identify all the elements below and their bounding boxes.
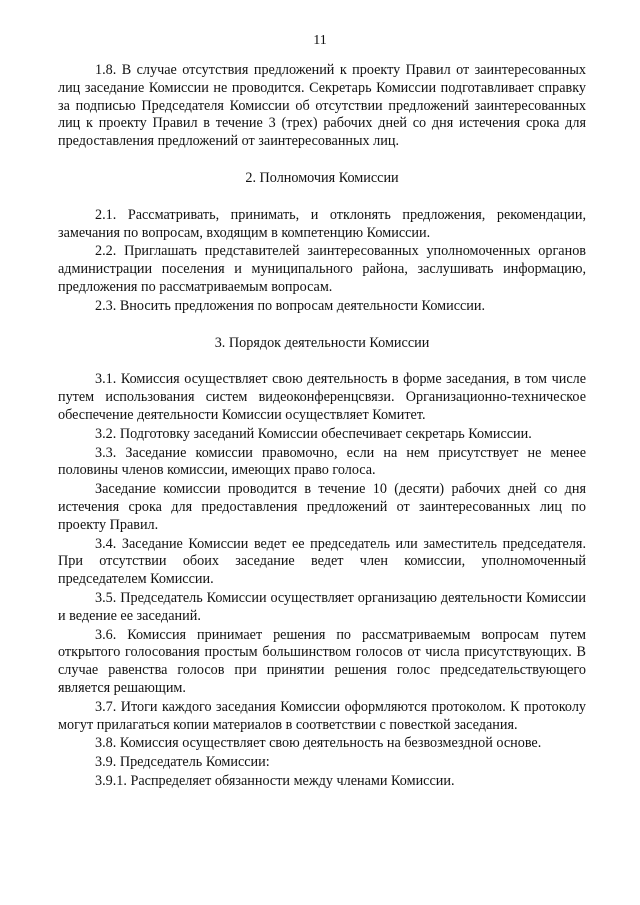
paragraph-3-6: 3.6. Комиссия принимает решения по рассматриваемым вопросам путем открытого голосования простым большинством голосов от числа присутствующих. В случае равенства голосов при принятии решения голос председательствующего является решающим. [58,626,586,696]
section-3-title: 3. Порядок деятельности Комиссии [214,334,430,351]
paragraph-3-9-1: 3.9.1. Распределяет обязанности между членами Комиссии. [95,772,455,789]
paragraph-2-2: 2.2. Приглашать представителей заинтересованных уполномоченных органов администрации поселения и муниципального района, заслушивать информацию, предложения по рассматриваемым вопросам. [58,243,586,295]
paragraph-3-1: 3.1. Комиссия осуществляет свою деятельность в форме заседания, в том числе путем использования систем видеоконференцсвязи. Организационно-техническое обеспечение деятельности Комиссии осуществляет Комитет. [58,371,586,423]
paragraph-3-3-continued: Заседание комиссии проводится в течение 10 (десяти) рабочих дней со дня истечения срока для предоставления предложений от заинтересованных лиц по проекту Правил. [58,481,586,533]
paragraph-3-7: 3.7. Итоги каждого заседания Комиссии оформляются протоколом. К протоколу могут прилагаться копии материалов в соответствии с повесткой заседания. [58,698,586,733]
spacer [58,317,586,335]
section-2-title: 2. Полномочия Комиссии [245,169,399,186]
document-body [58,62,586,792]
paragraph-3-9: 3.9. Председатель Комиссии: [95,754,270,771]
paragraph-2-3: 2.3. Вносить предложения по вопросам деятельности Комиссии. [95,297,486,314]
paragraph-3-3: 3.3. Заседание комиссии правомочно, если на нем присутствует не менее половины членов комиссии, имеющих право голоса. [58,444,586,479]
paragraph-2-1: 2.1. Рассматривать, принимать, и отклонять предложения, рекомендации, замечания по вопросам, входящим в компетенцию Комиссии. [58,206,586,241]
paragraph-1-8: 1.8. В случае отсутствия предложений к проекту Правил от заинтересованных лиц заседание Комиссии не проводится. Секретарь Комиссии подготавливает справку за подписью Председателя Комиссии об отсутствии предложений заинтересованных лиц к проекту Правил в течение 3 (трех) рабочих дней со дня истечения срока для предоставления предложений от заинтересованных лиц. [58,62,586,150]
spacer [58,188,586,207]
paragraph-3-4: 3.4. Заседание Комиссии ведет ее председатель или заместитель председателя. При отсутствии обоих заседание ведет член комиссии, уполномоченный председателем Комиссии. [58,535,586,588]
paragraph-3-2: 3.2. Подготовку заседаний Комиссии обеспечивает секретарь Комиссии. [95,425,532,442]
spacer [58,352,586,371]
page-number: 11 [313,33,327,48]
paragraph-3-8: 3.8. Комиссия осуществляет свою деятельность на безвозмездной основе. [95,735,542,752]
paragraph-3-5: 3.5. Председатель Комиссии осуществляет организацию деятельности Комиссии и ведение ее заседаний. [58,589,586,624]
spacer [58,152,586,170]
